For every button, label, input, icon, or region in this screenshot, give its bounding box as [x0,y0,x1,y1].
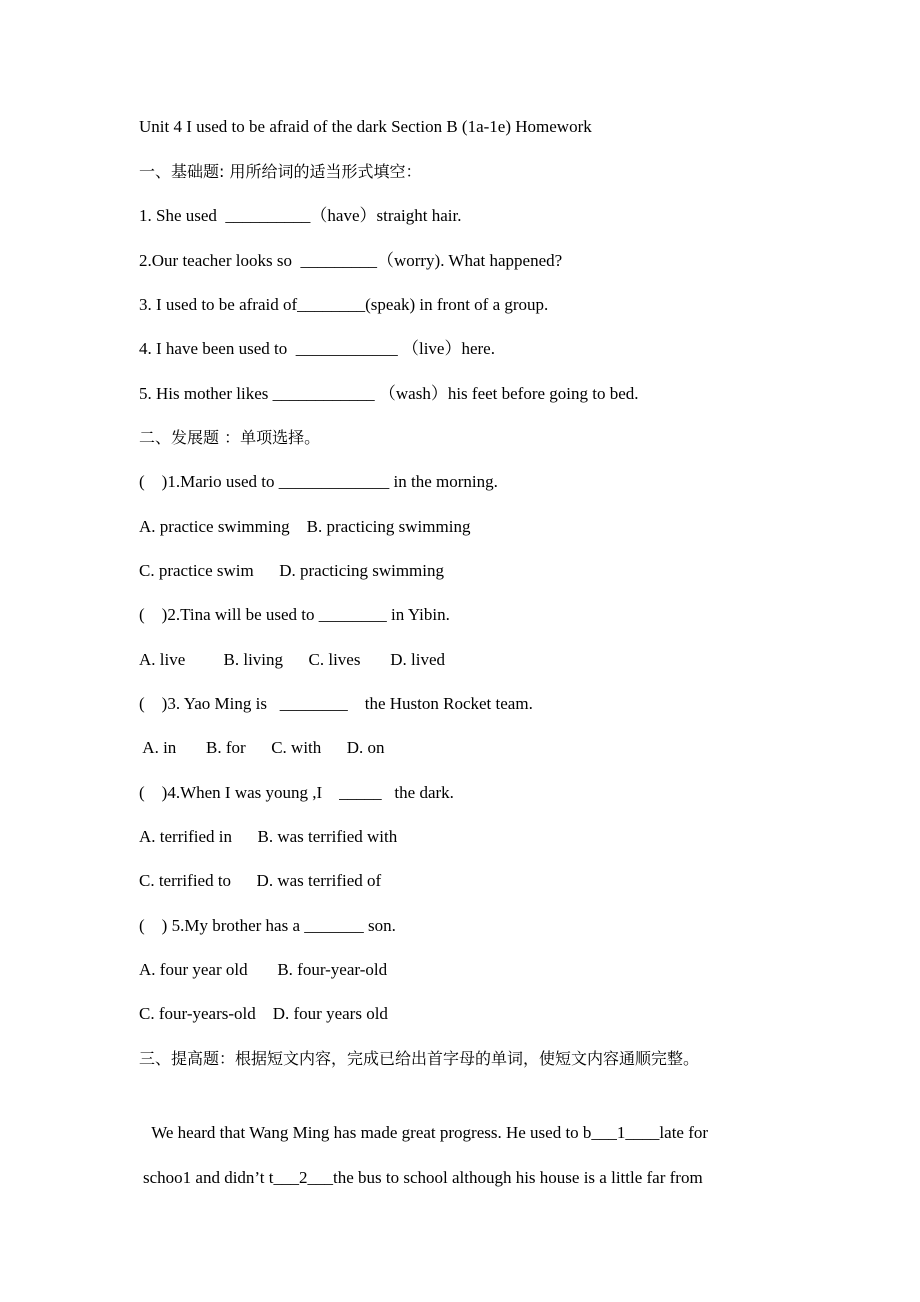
mc-q1-options-ab: A. practice swimming B. practicing swimming [139,517,471,536]
passage-line-1: We heard that Wang Ming has made great progress. He used to b___1____late for [143,1123,709,1142]
mc-q3-options: A. in B. for C. with D. on [139,738,385,757]
section-3-heading: 三、提高题：根据短文内容，完成已给出首字母的单词，使短文内容通顺完整。 [139,1049,700,1068]
mc-question-4: ( )4.When I was young ,I _____ the dark. [139,783,454,802]
fill-blank-item-5: 5. His mother likes ____________ （wash）his feet before going to bed. [139,384,639,403]
page-title: Unit 4 I used to be afraid of the dark Section B (1a-1e) Homework [139,117,592,136]
mc-q4-options-ab: A. terrified in B. was terrified with [139,827,398,846]
mc-q4-options-cd: C. terrified to D. was terrified of [139,871,382,890]
fill-blank-item-2: 2.Our teacher looks so _________（worry). What happened? [139,251,563,270]
fill-blank-item-4: 4. I have been used to ____________ （live）here. [139,339,495,358]
mc-question-5: ( ) 5.My brother has a _______ son. [139,916,396,935]
mc-question-3: ( )3. Yao Ming is ________ the Huston Rocket team. [139,694,533,713]
mc-question-1: ( )1.Mario used to _____________ in the morning. [139,472,498,491]
passage-line-2: schoo1 and didn’t t___2___the bus to school although his house is a little far from [143,1168,703,1187]
mc-q2-options: A. live B. living C. lives D. lived [139,650,445,669]
section-2-heading: 二、发展题 ：单项选择。 [139,428,321,447]
fill-blank-item-3: 3. I used to be afraid of________(speak) in front of a group. [139,295,549,314]
mc-question-2: ( )2.Tina will be used to ________ in Yibin. [139,605,450,624]
mc-q5-options-ab: A. four year old B. four-year-old [139,960,388,979]
fill-blank-item-1: 1. She used __________（have）straight hair. [139,206,462,225]
mc-q5-options-cd: C. four-years-old D. four years old [139,1004,388,1023]
section-1-heading: 一、基础题: 用所给词的适当形式填空： [139,162,422,181]
mc-q1-options-cd: C. practice swim D. practicing swimming [139,561,444,580]
